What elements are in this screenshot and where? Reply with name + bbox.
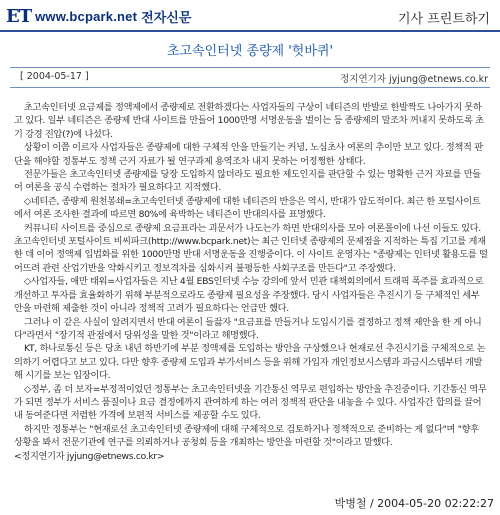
site-header bbox=[0, 0, 500, 34]
article-date: [ 2004-05-17 ] bbox=[20, 71, 89, 82]
article-paragraph: 커뮤니티 사이트를 중심으로 종량제 요금표라는 괴문서가 나도는가 하면 반대의사를 모아 여론몰이에 나선 이들도 있다. 초고속인터넷 포털사이트 비씨파크(http://www.bcpark.net)는 최근 인터넷 종량제의 문제점을 지적하는 특집 기고를 게재한 데 이어 정액제 입법화를 위한 1000만명 반대 서명운동을 진행중이다. 이 사이트 운영자는 "종량제는 인터넷 활용도를 떨어뜨려 관련 산업기반을 약화시키고 정보격차를 심화시켜 불평등한 사회구조를 만든다"고 주장했다. bbox=[14, 222, 488, 274]
article-paragraph: 초고속인터넷 요금제를 정액제에서 종량제로 전환하겠다는 사업자들의 구상이 네티즌의 반발로 한발짝도 나아가지 못하고 있다. 일부 네티즌은 종량제 반대 사이트를 만들어 1000만명 서명운동을 벌이는 등 종량제의 말조차 꺼내지 못하도록 초기 강경 진압(?)에 나섰다. bbox=[14, 102, 484, 140]
article-paragraph: KT, 하나로통신 등은 당초 내년 하반기에 부분 정액제를 도입하는 방안을 구상했으나 현재로선 추진시기를 구체적으로 논의하기 어렵다고 보고 있다. 다만 향후 종량제 도입과 부가서비스 등을 위해 가입자 개인정보시스템과 과금시스템부터 개발해 시기를 보는 입장이다. bbox=[14, 343, 486, 382]
article-paragraph: ◇정부, 좀 더 보자=부정적이었던 정통부는 초고속인터넷을 기간통신 역무로 편입하는 방안을 추진중이다. 기간통신 역무가 되면 정부가 서비스 품질이나 요금 결정에까지 관여하게 하는 여러 정책적 판단을 내놓을 수 있다. 사업자간 합의를 끌어내 동여준다면 저렴한 가격에 보편적 서비스를 제공할 수도 있다. bbox=[14, 383, 487, 422]
article-paragraph: ◇사업자들, 애만 태워=사업자들은 지난 4월 EBS인터넷 수능 강의에 앞서 민관 대책회의에서 트래픽 폭주를 효과적으로 개선하고 투자를 효율화하기 위해 부분적으로라도 종량제 필요성을 주장했다. 당시 사업자들은 추진시기 등 구체적인 세부안을 마련해 제출한 것이 아니라 정책적 고려가 필요하다는 언급만 했다. bbox=[14, 276, 484, 315]
article-paragraph: 상황이 이쯤 이르자 사업자들은 종량제에 대한 구체적 안을 만들기는 커녕, 노심초사 여론의 추이만 보고 있다. 정책적 판단을 해야할 정통부도 정책 근거 자료가 될 연구과제 용역조차 내지 못하는 어정쩡한 상태다. bbox=[14, 142, 483, 167]
article-paragraph: 그러나 이 같은 사실이 알려지면서 반대 여론이 들끓자 "요금표를 만들거나 도입시기를 결정하고 정책 제안을 한 게 아니다"라면서 "장기적 관점에서 당위성을 말한 것"이라고 해명했다. bbox=[14, 316, 482, 341]
article-body bbox=[14, 101, 488, 463]
paper-name: 전자신문 bbox=[141, 10, 192, 26]
article-signature: <정지연기자 jyjung@etnews.co.kr> bbox=[14, 450, 165, 462]
logo-mark: ET bbox=[6, 5, 32, 27]
footer-credit: 박병철 / 2004-05-20 02:22:27 bbox=[334, 497, 494, 510]
site-url-watermark: www.bcpark.net bbox=[35, 8, 138, 24]
article-paragraph: 하지만 정통부는 "현재로선 초고속인터넷 종량제에 대해 구체적으로 검토하거나 정책적으로 준비하는 게 없다"며 "향후 상황을 봐서 전문기관에 연구를 의뢰하거나 공청회 등을 개최하는 방안을 마련할 것"이라고 말했다. bbox=[14, 423, 479, 449]
article-paragraph: ◇네티즌, 종량제 원천봉쇄=초고속인터넷 종량제에 대한 네티즌의 반응은 역시, 반대가 압도적이다. 최근 한 포털사이트에서 여론 조사한 결과에 따르면 80%에 육박하는 네티즌이 반대의사를 표명했다. bbox=[14, 195, 481, 221]
article-title: 초고속인터넷 종량제 '헛바퀴' bbox=[166, 44, 334, 59]
article-byline: 정지연기자 jyjung@etnews.co.kr bbox=[340, 74, 488, 85]
header-divider bbox=[0, 30, 500, 32]
newspaper-logo[interactable] bbox=[6, 5, 196, 27]
article-meta-bar bbox=[10, 67, 490, 88]
article-paragraph: 전문가들은 초고속인터넷 종량제를 당장 도입하지 않더라도 필요한 제도인지를 판단할 수 있는 명확한 근거 자료를 만들어 여론을 공식 수렴하는 절차가 필요하다고 지적했다. bbox=[14, 169, 481, 194]
print-article-link[interactable]: 기사 프린트하기 bbox=[397, 12, 490, 27]
